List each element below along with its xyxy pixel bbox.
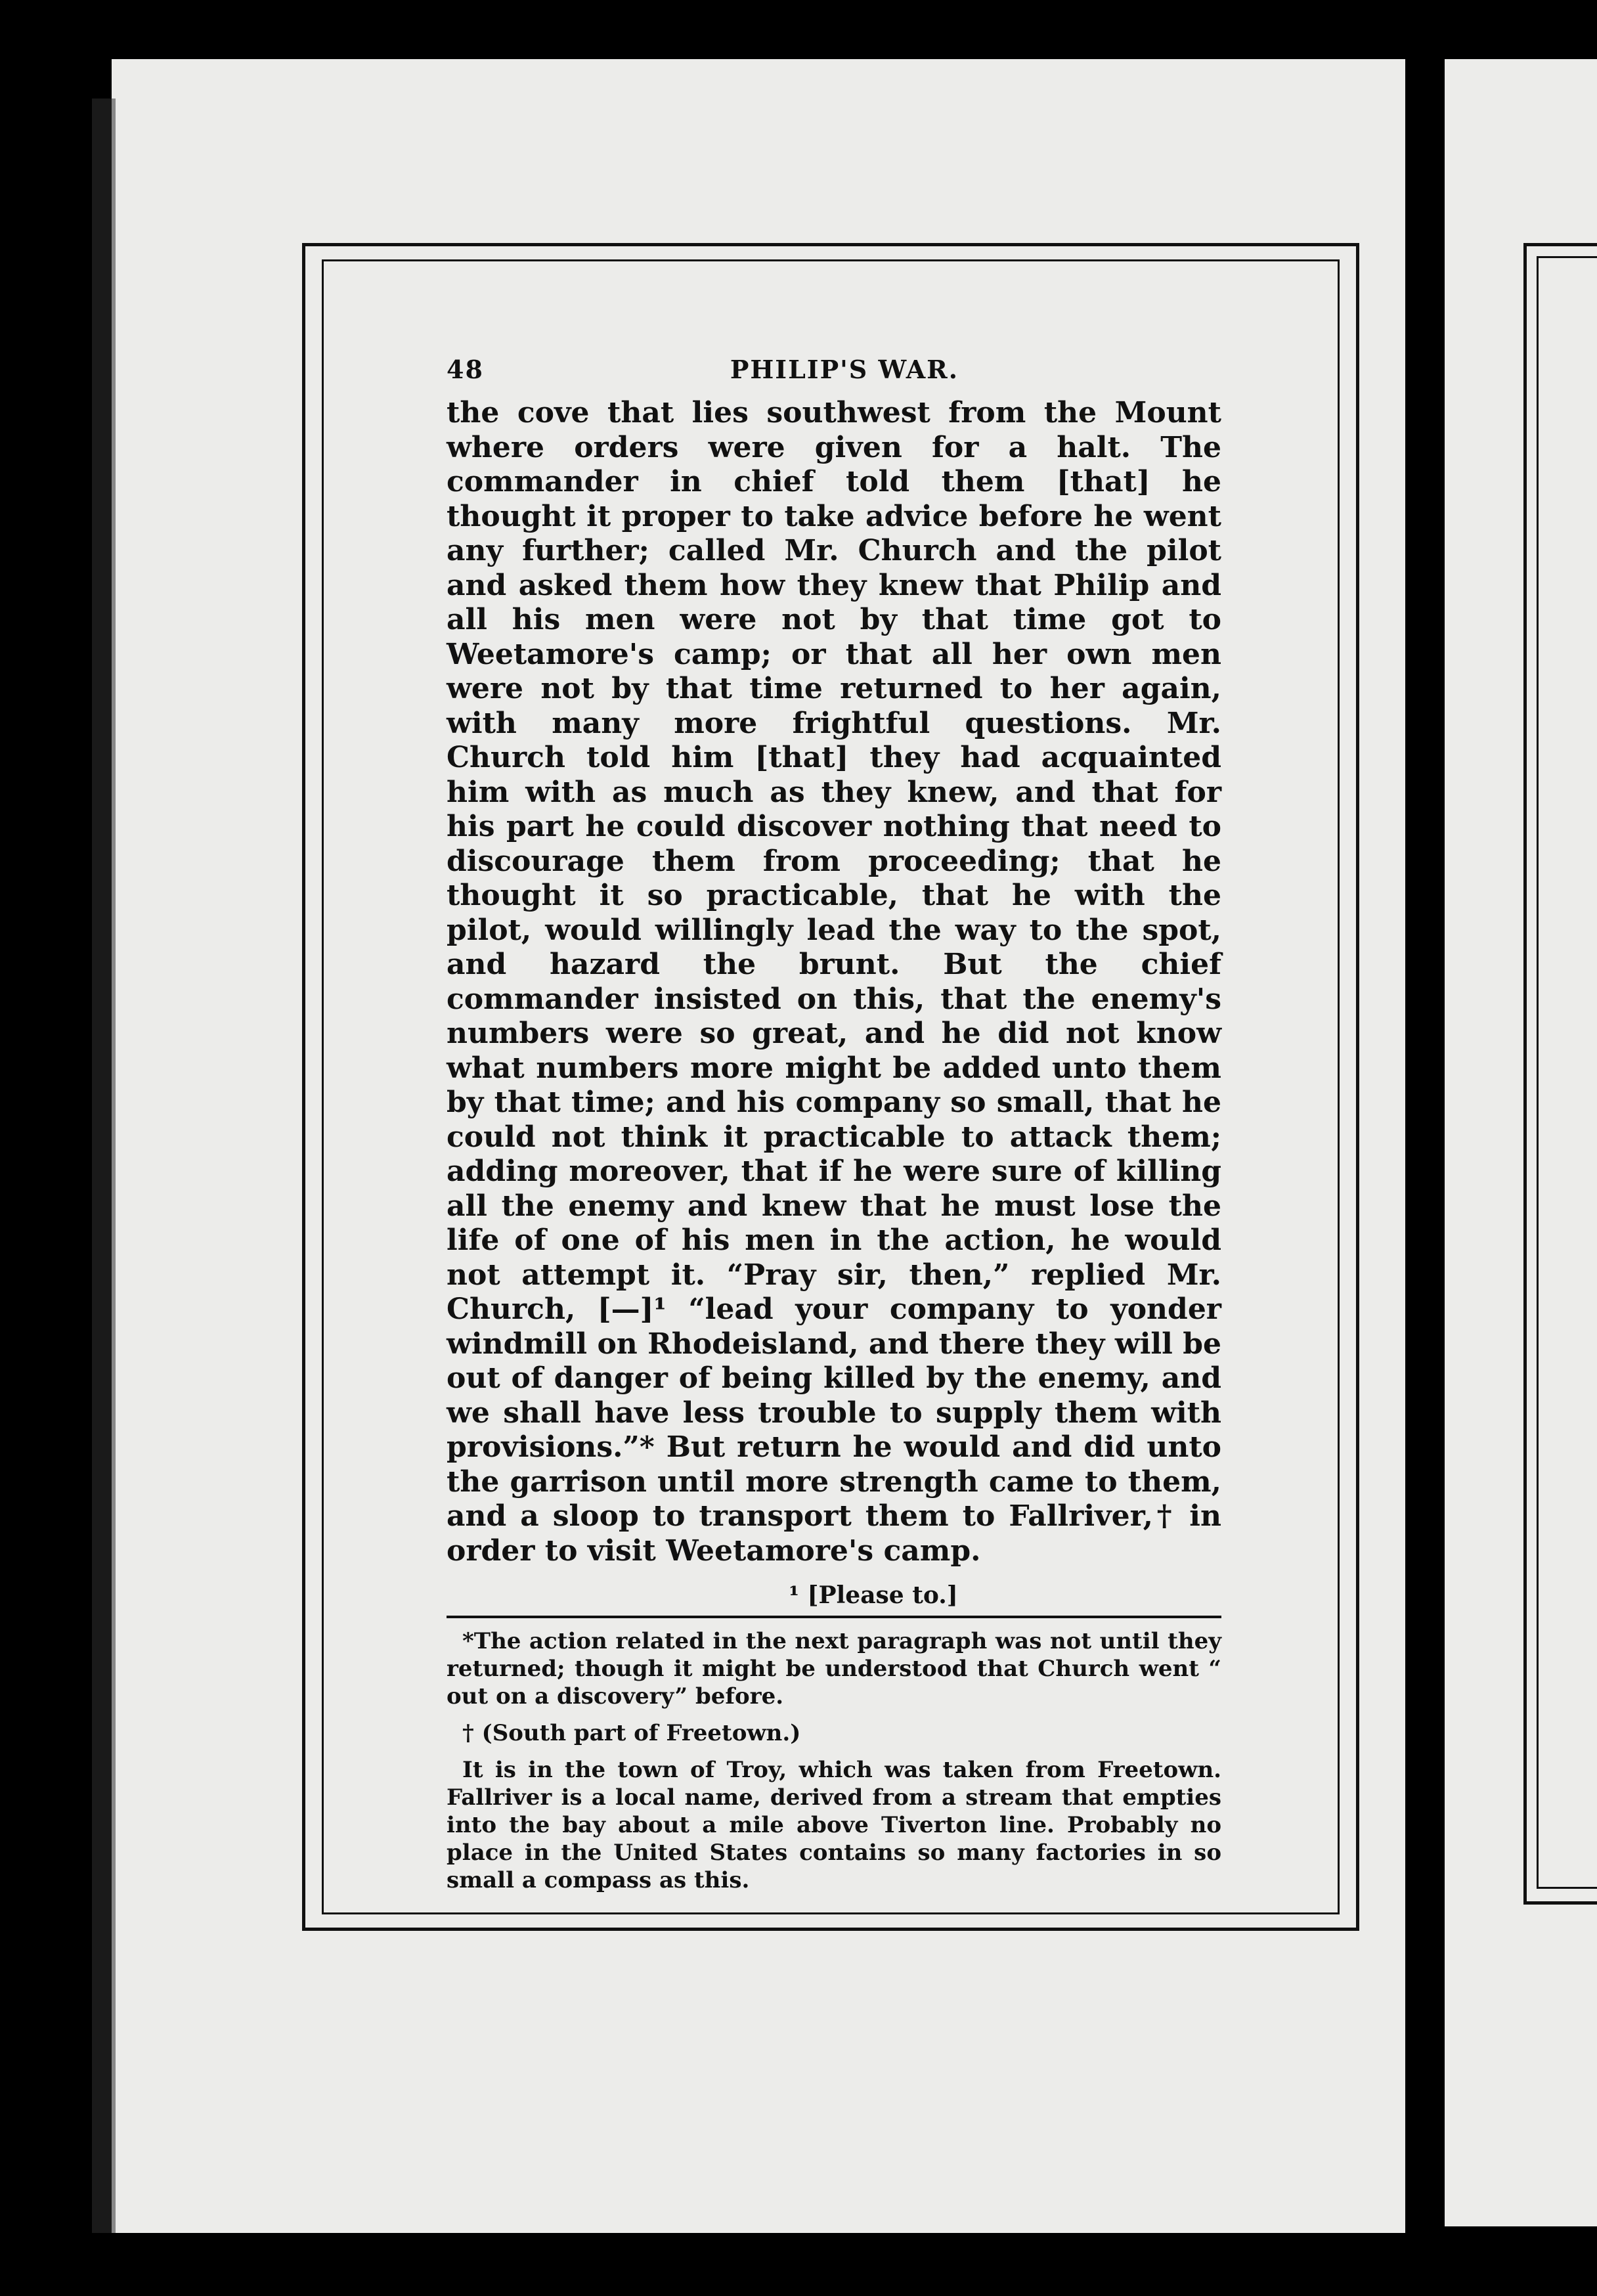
page-content xyxy=(447,355,1221,1894)
footnote-star: *The action related in the next paragraph was not until they returned; though it might be understood that Church went “ out on a discovery” before. xyxy=(447,1628,1221,1710)
footnote-reference: ¹ [Please to.] xyxy=(789,1581,958,1609)
running-title: PHILIP'S WAR. xyxy=(730,355,959,384)
page-edge-line xyxy=(112,99,116,2233)
footnotes xyxy=(447,1627,1221,1894)
footnote-dagger-text: It is in the town of Troy, which was taken from Freetown. Fallriver is a local name, derived from a stream that empties into the bay about a mile above Tiverton line. Probably no place in the United States contains so many factories in so small a compass as this. xyxy=(447,1757,1221,1893)
footnote-divider xyxy=(447,1616,1221,1618)
page-number: 48 xyxy=(447,355,484,384)
running-header xyxy=(447,355,1221,384)
body-paragraph: the cove that lies southwest from the Mount where orders were given for a halt. The commander in chief told them [that] he thought it proper to take advice before he went any further; called Mr. Church and the pilot and asked them how they knew that Philip and all his men were not by that time got to Weetamore's camp; or that all her own men were not by that time returned to her again, with many more frightful questions. Mr. Church told him [that] they had acquainted him with as much as they knew, and that for his part he could discover nothing that need to discourage them from proceeding; that he thought it so practicable, that he with the pilot, would willingly lead the way to the spot, and hazard the brunt. But the chief commander insisted on this, that the enemy's numbers were so great, and he did not know what numbers more might be added unto them by that time; and his company so small, that he could not think it practicable to attack them; adding moreover, that if he were sure of killing all the enemy and knew that he must lose the life of one of his men in the action, he would not attempt it. “Pray sir, then,” replied Mr. Church, [—]¹ “lead your company to yonder windmill on Rhodeisland, and there they will be out of danger of being killed by the enemy, and we shall have less trouble to supply them with provisions.”* But return he would and did unto the garrison until more strength came to them, and a sloop to transport them to Fallriver,† in order to visit Weetamore's camp. xyxy=(447,396,1221,1568)
footnote-dagger-title: † (South part of Freetown.) xyxy=(462,1720,801,1746)
right-page-frame-inner xyxy=(1537,256,1597,1889)
